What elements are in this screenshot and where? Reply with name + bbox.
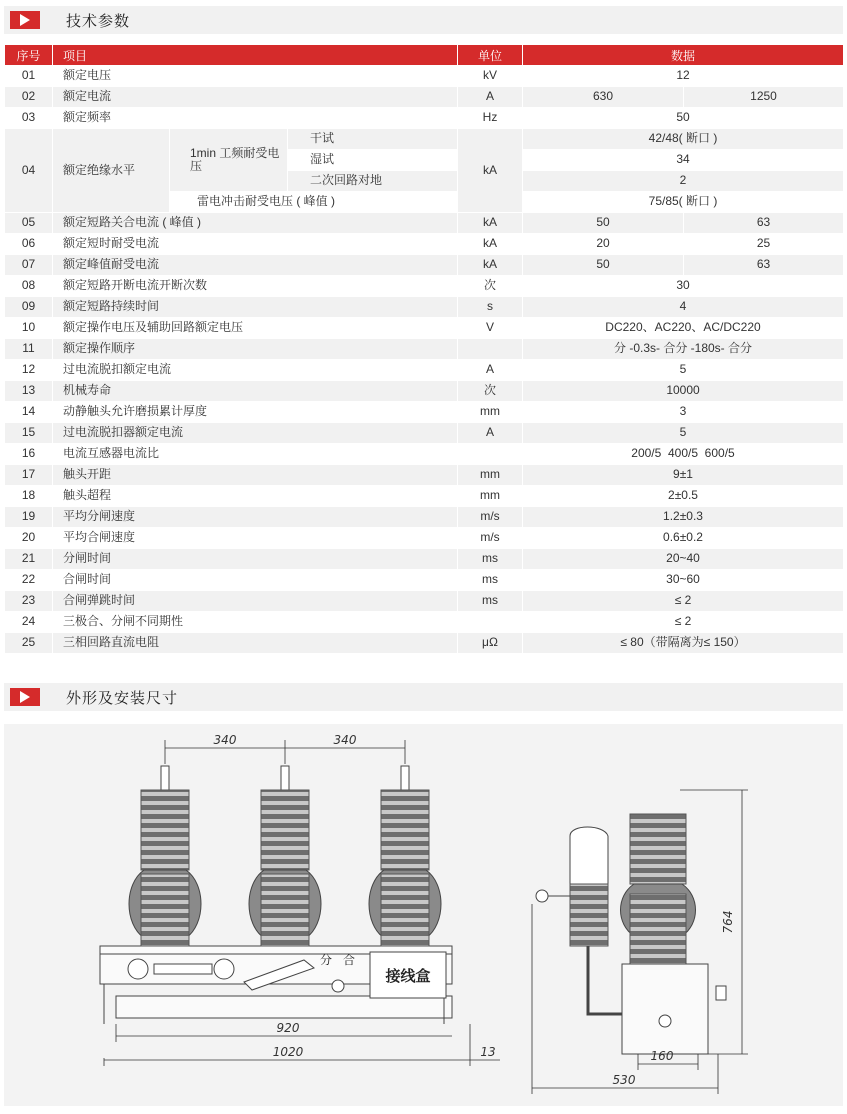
row-unit: kV <box>458 66 523 87</box>
row-item: 额定电压 <box>53 66 458 87</box>
table-row <box>5 66 844 87</box>
breaker-outline-drawing <box>4 724 843 1106</box>
table-row <box>5 213 844 234</box>
row-no: 06 <box>5 234 53 255</box>
row-value: 34 <box>523 150 844 171</box>
row-no: 13 <box>5 381 53 402</box>
row-item: 额定峰值耐受电流 <box>53 255 458 276</box>
row-unit: kA <box>458 234 523 255</box>
row-item: 过电流脱扣额定电流 <box>53 360 458 381</box>
table-row <box>5 528 844 549</box>
table-row <box>5 234 844 255</box>
row-value: 50 <box>523 108 844 129</box>
row-value-2: 1250 <box>684 87 844 108</box>
pole-right <box>369 766 441 946</box>
table-row <box>5 633 844 654</box>
row-value: 1.2±0.3 <box>523 507 844 528</box>
row-value: ≤ 80（带隔离为≤ 150） <box>523 633 844 654</box>
dim-340-right: 340 <box>333 733 357 747</box>
table-row <box>5 108 844 129</box>
row-item: 触头开距 <box>53 465 458 486</box>
row-unit: V <box>458 318 523 339</box>
row-item: 额定操作顺序 <box>53 339 458 360</box>
row-item: 额定电流 <box>53 87 458 108</box>
table-row <box>5 444 844 465</box>
row-value: 9±1 <box>523 465 844 486</box>
row-value: 5 <box>523 423 844 444</box>
row-value: 42/48( 断口 ) <box>523 129 844 150</box>
row-no: 14 <box>5 402 53 423</box>
play-arrow-icon <box>10 688 40 706</box>
row-no: 04 <box>5 129 53 213</box>
row-item: 电流互感器电流比 <box>53 444 458 465</box>
table-row <box>5 486 844 507</box>
row-no: 10 <box>5 318 53 339</box>
dim-1020: 1020 <box>272 1045 304 1059</box>
section-header-dimensions <box>4 683 843 711</box>
table-row <box>5 255 844 276</box>
row-no: 18 <box>5 486 53 507</box>
row-no: 23 <box>5 591 53 612</box>
table-header-row <box>5 45 844 66</box>
section-header-specs <box>4 6 843 34</box>
row-value: ≤ 2 <box>523 612 844 633</box>
row-item: 合闸时间 <box>53 570 458 591</box>
row-value: 4 <box>523 297 844 318</box>
row-unit: m/s <box>458 507 523 528</box>
row-value-1: 50 <box>523 213 684 234</box>
table-row <box>5 276 844 297</box>
row-value: 75/85( 断口 ) <box>523 192 844 213</box>
table-row <box>5 297 844 318</box>
row-item: 平均分闸速度 <box>53 507 458 528</box>
row-value: 2±0.5 <box>523 486 844 507</box>
table-row <box>5 570 844 591</box>
row-no: 08 <box>5 276 53 297</box>
row-value-1: 630 <box>523 87 684 108</box>
row-no: 11 <box>5 339 53 360</box>
row-unit: mm <box>458 486 523 507</box>
row-no: 20 <box>5 528 53 549</box>
table-row <box>5 318 844 339</box>
row-unit: 次 <box>458 381 523 402</box>
dim-764: 764 <box>721 910 735 934</box>
row-unit: s <box>458 297 523 318</box>
pole-left <box>129 766 201 946</box>
row-unit: mm <box>458 465 523 486</box>
row-value: 0.6±0.2 <box>523 528 844 549</box>
row-item: 额定短路关合电流 ( 峰值 ) <box>53 213 458 234</box>
row-no: 07 <box>5 255 53 276</box>
row-item: 三极合、分闸不同期性 <box>53 612 458 633</box>
row-item: 平均合闸速度 <box>53 528 458 549</box>
spec-table <box>4 44 844 654</box>
table-row <box>5 339 844 360</box>
row-value: 2 <box>523 171 844 192</box>
row-value: 12 <box>523 66 844 87</box>
junction-box-label: 接线盒 <box>385 968 431 985</box>
row-value: DC220、AC220、AC/DC220 <box>523 318 844 339</box>
row-value: ≤ 2 <box>523 591 844 612</box>
row-unit: kA <box>458 129 523 213</box>
table-row <box>5 402 844 423</box>
row-unit: kA <box>458 255 523 276</box>
table-row <box>5 549 844 570</box>
row-no: 19 <box>5 507 53 528</box>
row-unit: m/s <box>458 528 523 549</box>
row-value: 30 <box>523 276 844 297</box>
row-item: 机械寿命 <box>53 381 458 402</box>
table-row <box>5 591 844 612</box>
row-no: 16 <box>5 444 53 465</box>
row-item: 过电流脱扣器额定电流 <box>53 423 458 444</box>
table-row <box>5 507 844 528</box>
dim-13: 13 <box>480 1045 496 1059</box>
row-item: 三相回路直流电阻 <box>53 633 458 654</box>
row-item: 动静触头允许磨损累计厚度 <box>53 402 458 423</box>
row-no: 03 <box>5 108 53 129</box>
row-subgroup: 1min 工频耐受电压 <box>170 129 288 192</box>
dim-920: 920 <box>276 1021 300 1035</box>
row-no: 24 <box>5 612 53 633</box>
row-value: 10000 <box>523 381 844 402</box>
row-unit: ms <box>458 549 523 570</box>
row-item: 额定绝缘水平 <box>53 129 170 213</box>
row-item: 额定短路开断电流开断次数 <box>53 276 458 297</box>
dim-340-left: 340 <box>213 733 237 747</box>
col-header-no: 序号 <box>5 45 53 66</box>
row-unit <box>458 612 523 633</box>
col-header-item: 项目 <box>53 45 458 66</box>
col-header-data: 数据 <box>523 45 844 66</box>
table-row <box>5 360 844 381</box>
row-value: 5 <box>523 360 844 381</box>
row-sublabel: 湿试 <box>288 150 458 171</box>
row-value-1: 50 <box>523 255 684 276</box>
pole-middle <box>249 766 321 946</box>
row-item: 额定短时耐受电流 <box>53 234 458 255</box>
row-item: 额定频率 <box>53 108 458 129</box>
row-value-2: 63 <box>684 213 844 234</box>
row-no: 22 <box>5 570 53 591</box>
section-title: 技术参数 <box>66 12 131 30</box>
row-value: 3 <box>523 402 844 423</box>
row-unit: A <box>458 360 523 381</box>
dim-160: 160 <box>650 1049 674 1063</box>
row-unit: 次 <box>458 276 523 297</box>
row-no: 01 <box>5 66 53 87</box>
row-no: 15 <box>5 423 53 444</box>
row-value-2: 25 <box>684 234 844 255</box>
table-row <box>5 87 844 108</box>
table-row <box>5 465 844 486</box>
row-item: 额定操作电压及辅助回路额定电压 <box>53 318 458 339</box>
close-label: 合 <box>342 953 356 967</box>
row-no: 25 <box>5 633 53 654</box>
row-value: 200/5 400/5 600/5 <box>523 444 844 465</box>
row-no: 12 <box>5 360 53 381</box>
play-arrow-icon <box>10 11 40 29</box>
row-value: 分 -0.3s- 合分 -180s- 合分 <box>523 339 844 360</box>
row-no: 05 <box>5 213 53 234</box>
row-unit: A <box>458 423 523 444</box>
row-sublabel: 干试 <box>288 129 458 150</box>
row-unit <box>458 444 523 465</box>
dimension-drawing <box>4 724 843 1106</box>
row-value-2: 63 <box>684 255 844 276</box>
table-row <box>5 612 844 633</box>
row-item: 触头超程 <box>53 486 458 507</box>
dim-530: 530 <box>612 1073 636 1087</box>
row-sublabel: 二次回路对地 <box>288 171 458 192</box>
table-row <box>5 381 844 402</box>
row-item: 合闸弹跳时间 <box>53 591 458 612</box>
row-item: 分闸时间 <box>53 549 458 570</box>
row-value: 20~40 <box>523 549 844 570</box>
row-sublabel: 雷电冲击耐受电压 ( 峰值 ) <box>170 192 458 213</box>
row-no: 09 <box>5 297 53 318</box>
open-label: 分 <box>319 953 333 967</box>
table-row <box>5 423 844 444</box>
row-value-1: 20 <box>523 234 684 255</box>
row-unit: ms <box>458 570 523 591</box>
side-view <box>536 814 726 1054</box>
row-unit: mm <box>458 402 523 423</box>
row-unit: ms <box>458 591 523 612</box>
row-item: 额定短路持续时间 <box>53 297 458 318</box>
row-no: 02 <box>5 87 53 108</box>
row-unit <box>458 339 523 360</box>
row-value: 30~60 <box>523 570 844 591</box>
row-no: 17 <box>5 465 53 486</box>
row-unit: A <box>458 87 523 108</box>
table-row <box>5 129 844 150</box>
section-title: 外形及安装尺寸 <box>66 689 179 707</box>
row-unit: μΩ <box>458 633 523 654</box>
row-unit: Hz <box>458 108 523 129</box>
row-unit: kA <box>458 213 523 234</box>
col-header-unit: 单位 <box>458 45 523 66</box>
row-no: 21 <box>5 549 53 570</box>
